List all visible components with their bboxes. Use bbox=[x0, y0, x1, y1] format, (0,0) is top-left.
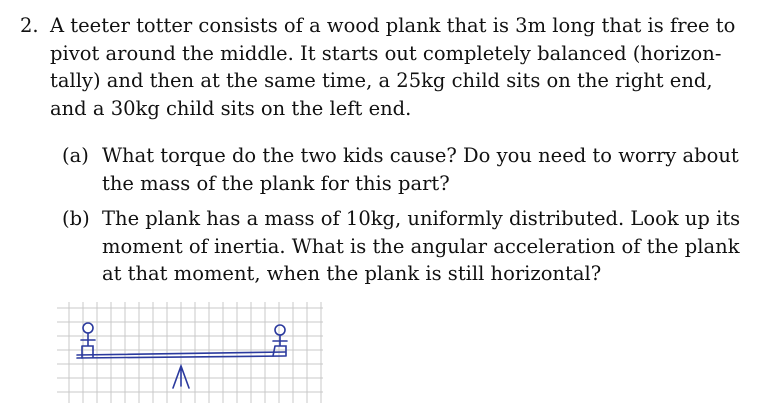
problem-line: and a 30kg child sits on the left end. bbox=[50, 96, 412, 120]
part-a bbox=[62, 142, 742, 197]
teeter-totter-sketch-icon bbox=[55, 300, 325, 405]
part-b bbox=[62, 205, 742, 288]
part-label: (b) bbox=[62, 207, 90, 230]
problem-2 bbox=[20, 12, 740, 122]
part-line: the mass of the plank for this part? bbox=[102, 171, 450, 195]
part-line: moment of inertia. What is the angular acceleration of the plank bbox=[102, 234, 740, 258]
part-line: (b) The plank has a mass of 10kg, uniformly distributed. Look up its bbox=[62, 205, 742, 233]
part-label: (a) bbox=[62, 144, 89, 167]
problem-line: tally) and then at the same time, a 25kg child sits on the right end, bbox=[50, 69, 713, 92]
problem-line: pivot around the middle. It starts out completely balanced (horizon- bbox=[50, 41, 722, 65]
part-line: at that moment, when the plank is still horizontal? bbox=[102, 262, 602, 285]
sketch-drawing bbox=[55, 300, 325, 405]
part-line: (a) What torque do the two kids cause? Do you need to worry about bbox=[62, 142, 742, 170]
problem-line: 2. A teeter totter consists of a wood plank that is 3m long that is free to bbox=[20, 12, 740, 40]
problem-number: 2. bbox=[20, 14, 39, 37]
